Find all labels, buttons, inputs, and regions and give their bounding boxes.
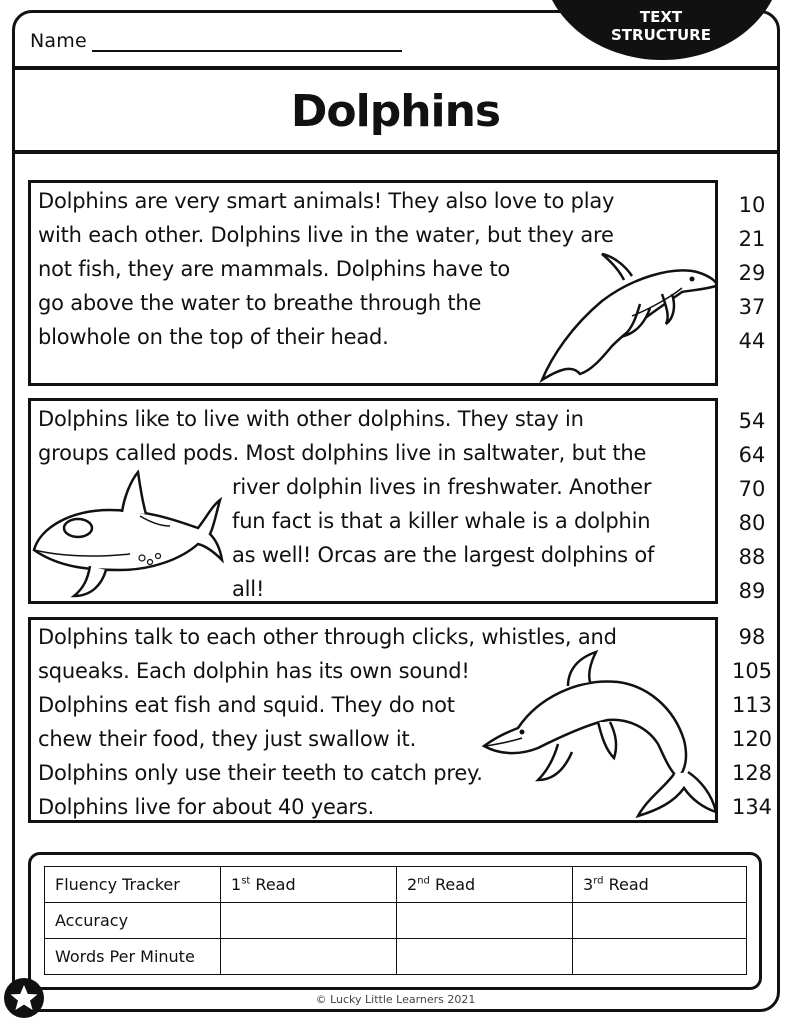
text-structure-label: TEXT STRUCTURE	[611, 8, 711, 44]
passage-2-line: groups called pods. Most dolphins live in saltwater, but the	[38, 441, 647, 465]
passage-3-line: squeaks. Each dolphin has its own sound!	[38, 659, 470, 683]
word-count: 89	[738, 579, 766, 603]
table-row	[45, 939, 747, 975]
word-count: 105	[731, 659, 773, 683]
passage-2-line: Dolphins like to live with other dolphins. They stay in	[38, 407, 584, 431]
word-count: 113	[731, 693, 773, 717]
name-field[interactable]	[92, 50, 402, 52]
orca-illustration	[30, 470, 225, 600]
dolphin-illustration	[532, 246, 722, 386]
passage-1-line: go above the water to breathe through the	[38, 291, 482, 315]
passage-3-line: Dolphins only use their teeth to catch prey.	[38, 761, 483, 785]
tracker-title-cell: Fluency Tracker	[45, 867, 221, 903]
word-count: 21	[738, 227, 766, 251]
first-read-header: 1st Read	[221, 867, 397, 903]
fluency-tracker-table	[44, 866, 747, 975]
word-count: 134	[731, 795, 773, 819]
jumping-dolphin-illustration	[478, 648, 718, 820]
wpm-label: Words Per Minute	[45, 939, 221, 975]
word-count: 128	[731, 761, 773, 785]
wpm-third-read-cell[interactable]	[573, 939, 747, 975]
wpm-second-read-cell[interactable]	[397, 939, 573, 975]
table-row	[45, 903, 747, 939]
accuracy-label: Accuracy	[45, 903, 221, 939]
star-icon	[8, 982, 40, 1014]
word-count: 80	[738, 511, 766, 535]
word-count: 64	[738, 443, 766, 467]
word-count: 44	[738, 329, 766, 353]
word-count: 120	[731, 727, 773, 751]
copyright: © Lucky Little Learners 2021	[315, 993, 476, 1006]
passage-2-line: fun fact is that a killer whale is a dolphin	[232, 509, 651, 533]
passage-2-line: all!	[232, 577, 265, 601]
passage-2-line: as well! Orcas are the largest dolphins of	[232, 543, 655, 567]
word-count: 10	[738, 193, 766, 217]
accuracy-third-read-cell[interactable]	[573, 903, 747, 939]
word-count: 37	[738, 295, 766, 319]
passage-2-line: river dolphin lives in freshwater. Another	[232, 475, 652, 499]
passage-3-line: chew their food, they just swallow it.	[38, 727, 417, 751]
passage-1-line: Dolphins are very smart animals! They also love to play	[38, 189, 615, 213]
word-count: 98	[738, 625, 766, 649]
table-row	[45, 867, 747, 903]
word-count: 88	[738, 545, 766, 569]
accuracy-second-read-cell[interactable]	[397, 903, 573, 939]
word-count: 70	[738, 477, 766, 501]
name-label: Name	[30, 30, 87, 52]
page-title: Dolphins	[290, 86, 501, 137]
passage-1-line: with each other. Dolphins live in the water, but they are	[38, 223, 614, 247]
passage-1-line: blowhole on the top of their head.	[38, 325, 389, 349]
word-count: 54	[738, 409, 766, 433]
wpm-first-read-cell[interactable]	[221, 939, 397, 975]
passage-3-line: Dolphins eat fish and squid. They do not	[38, 693, 455, 717]
passage-3-line: Dolphins talk to each other through clicks, whistles, and	[38, 625, 617, 649]
accuracy-first-read-cell[interactable]	[221, 903, 397, 939]
word-count: 29	[738, 261, 766, 285]
passage-3-line: Dolphins live for about 40 years.	[38, 795, 375, 819]
passage-1-line: not fish, they are mammals. Dolphins have to	[38, 257, 511, 281]
third-read-header: 3rd Read	[573, 867, 747, 903]
second-read-header: 2nd Read	[397, 867, 573, 903]
